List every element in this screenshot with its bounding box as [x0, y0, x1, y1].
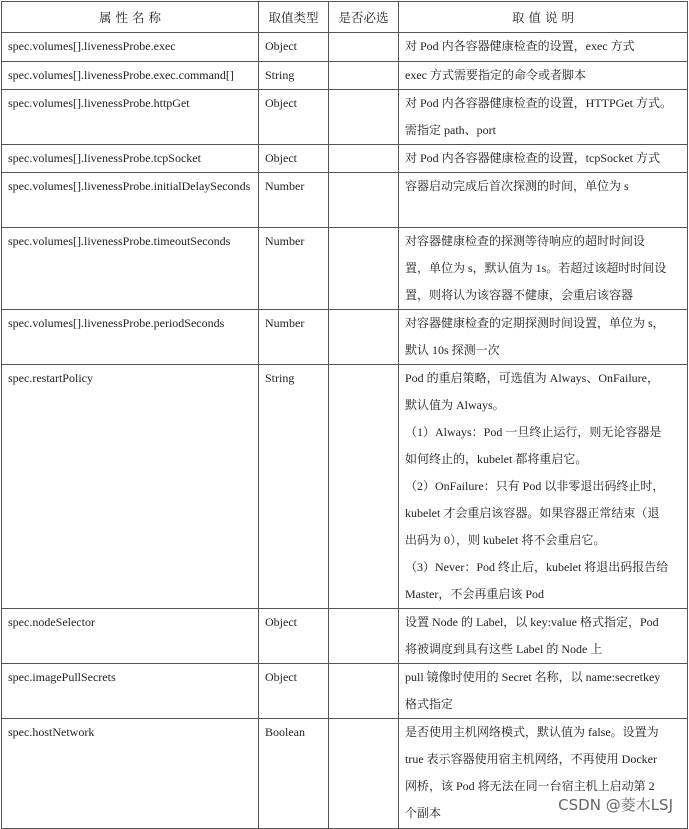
attribute-name-cell: spec.volumes[].livenessProbe.periodSeconds	[2, 310, 259, 365]
table-row	[2, 62, 688, 90]
description-cell	[399, 228, 688, 310]
required-cell	[329, 145, 399, 173]
required-cell	[329, 664, 399, 719]
attribute-name-cell: spec.volumes[].livenessProbe.exec.command[]	[2, 62, 259, 90]
value-type-cell: String	[259, 62, 329, 90]
description-line: 是否使用主机网络模式，默认值为 false。设置为	[405, 725, 659, 739]
description-line: （1）Always：Pod 一旦终止运行，则无论容器是	[405, 425, 662, 439]
description-line: 将被调度到具有这些 Label 的 Node 上	[405, 642, 603, 656]
description-line: true 表示容器使用宿主机网络，不再使用 Docker	[405, 752, 657, 766]
watermark: CSDN @菱木LSJ	[558, 796, 673, 814]
description-line: exec 方式需要指定的命令或者脚本	[405, 68, 586, 82]
table-row	[2, 664, 688, 719]
required-cell	[329, 609, 399, 664]
description-cell	[399, 365, 688, 609]
description-cell	[399, 310, 688, 365]
value-type-cell: Number	[259, 310, 329, 365]
table-row	[2, 228, 688, 310]
required-cell	[329, 310, 399, 365]
required-cell	[329, 62, 399, 90]
description-line: （2）OnFailure：只有 Pod 以非零退出码终止时，	[405, 479, 665, 493]
table-row	[2, 173, 688, 228]
header-description: 取 值 说 明	[399, 2, 688, 33]
header-row	[2, 2, 688, 33]
description-line: 置，单位为 s，默认值为 1s。若超过该超时时间设	[405, 261, 667, 275]
table-row	[2, 145, 688, 173]
attribute-name-cell: spec.hostNetwork	[2, 719, 259, 829]
description-line: 出码为 0），则 kubelet 将不会重启它。	[405, 533, 606, 547]
attribute-name-cell: spec.volumes[].livenessProbe.timeoutSeconds	[2, 228, 259, 310]
attribute-name-cell: spec.volumes[].livenessProbe.httpGet	[2, 90, 259, 145]
description-line: 需指定 path、port	[405, 123, 496, 137]
description-line: 对容器健康检查的定期探测时间设置，单位为 s，	[405, 316, 665, 330]
value-type-cell: Number	[259, 173, 329, 228]
description-line: 设置 Node 的 Label，以 key:value 格式指定，Pod	[405, 615, 659, 629]
description-line: 容器启动完成后首次探测的时间，单位为 s	[405, 179, 629, 193]
description-line: 置，则将认为该容器不健康，会重启该容器	[405, 288, 634, 302]
value-type-cell: Number	[259, 228, 329, 310]
description-line: Master，不会再重启该 Pod	[405, 587, 544, 601]
required-cell	[329, 173, 399, 228]
description-line: （3）Never：Pod 终止后，kubelet 将退出码报告给	[405, 560, 669, 574]
value-type-cell: Object	[259, 664, 329, 719]
value-type-cell: String	[259, 365, 329, 609]
description-line: 格式指定	[405, 697, 454, 711]
attribute-name-cell: spec.volumes[].livenessProbe.initialDelaySeconds	[2, 173, 259, 228]
table-row	[2, 609, 688, 664]
attribute-name-cell: spec.nodeSelector	[2, 609, 259, 664]
description-line: kubelet 才会重启该容器。如果容器正常结束（退	[405, 506, 660, 520]
description-line: 如何终止的，kubelet 都将重启它。	[405, 452, 588, 466]
description-line: pull 镜像时使用的 Secret 名称，以 name:secretkey	[405, 670, 661, 684]
description-line: 网桥，该 Pod 将无法在同一台宿主机上启动第 2	[405, 779, 655, 793]
attribute-name-cell: spec.volumes[].livenessProbe.tcpSocket	[2, 145, 259, 173]
description-line: 个副本	[405, 806, 442, 820]
description-cell	[399, 90, 688, 145]
required-cell	[329, 228, 399, 310]
description-cell	[399, 664, 688, 719]
value-type-cell: Object	[259, 90, 329, 145]
description-line: 默认值为 Always。	[405, 398, 505, 412]
required-cell	[329, 719, 399, 829]
description-cell	[399, 173, 688, 228]
description-cell	[399, 62, 688, 90]
attribute-name-cell: spec.restartPolicy	[2, 365, 259, 609]
required-cell	[329, 90, 399, 145]
description-line: Pod 的重启策略，可选值为 Always、OnFailure，	[405, 371, 659, 385]
table-row	[2, 310, 688, 365]
value-type-cell: Boolean	[259, 719, 329, 829]
description-cell	[399, 145, 688, 173]
header-value-type: 取值类型	[259, 2, 329, 33]
value-type-cell: Object	[259, 145, 329, 173]
required-cell	[329, 365, 399, 609]
header-required: 是否必选	[329, 2, 399, 33]
description-line: 默认 10s 探测一次	[405, 343, 500, 357]
table-row	[2, 33, 688, 62]
description-line: 对容器健康检查的探测等待响应的超时时间设	[405, 234, 646, 248]
table-body	[2, 33, 688, 829]
value-type-cell: Object	[259, 33, 329, 62]
spec-table	[1, 1, 688, 829]
description-line: 对 Pod 内各容器健康检查的设置，exec 方式	[405, 39, 635, 53]
description-cell	[399, 609, 688, 664]
attribute-name-cell: spec.volumes[].livenessProbe.exec	[2, 33, 259, 62]
description-cell	[399, 33, 688, 62]
value-type-cell: Object	[259, 609, 329, 664]
table-row	[2, 365, 688, 609]
header-attribute-name: 属 性 名 称	[2, 2, 259, 33]
description-line: 对 Pod 内各容器健康检查的设置，HTTPGet 方式。	[405, 96, 673, 110]
table-row	[2, 90, 688, 145]
description-line: 对 Pod 内各容器健康检查的设置，tcpSocket 方式	[405, 151, 660, 165]
required-cell	[329, 33, 399, 62]
attribute-name-cell: spec.imagePullSecrets	[2, 664, 259, 719]
